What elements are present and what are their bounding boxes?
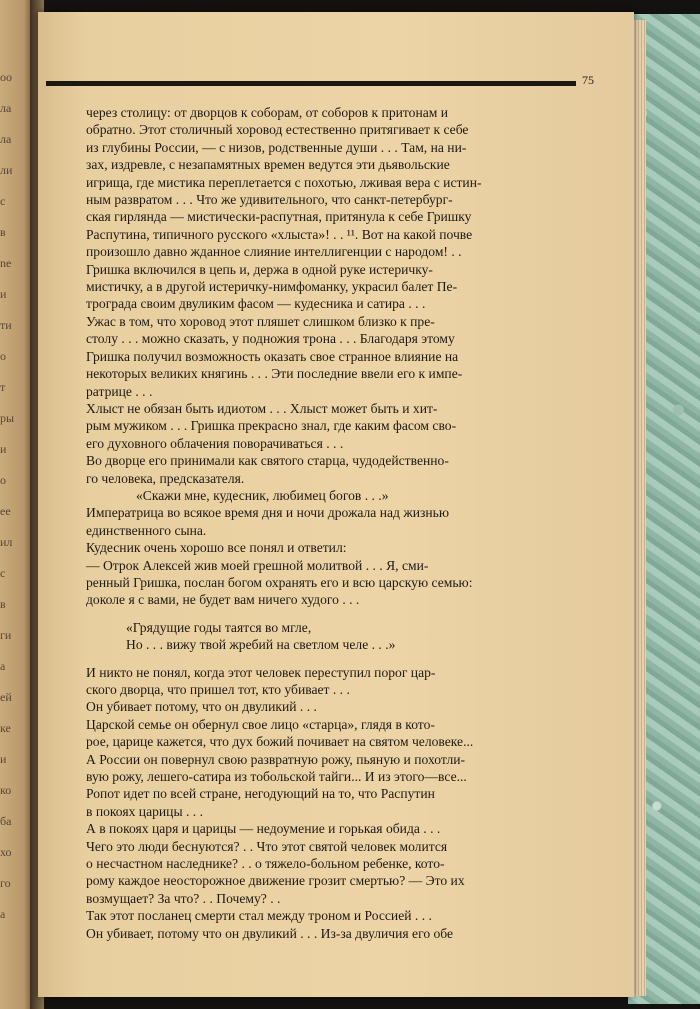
- text-line: ского дворца, что пришел тот, кто убивает . . .: [86, 682, 350, 697]
- text-line: Гришка включился в цепь и, держа в одной руке истеричку-: [86, 261, 433, 277]
- left-page-text-fragment: ла: [0, 101, 12, 115]
- left-page-text-fragment: ры: [0, 411, 15, 425]
- left-page-text-fragment: ла: [0, 132, 12, 146]
- book-page: [38, 12, 634, 997]
- text-line: в покоях царицы . . .: [86, 803, 203, 819]
- text-line: рым мужиком . . . Гришка прекрасно знал, где каким фасом сво-: [86, 418, 457, 434]
- text-line: обратно. Этот столичный хоровод естественно притягивает к себе: [86, 122, 469, 138]
- text-line: го человека, предсказателя.: [86, 470, 245, 486]
- text-line: Кудесник очень хорошо все понял и ответил:: [86, 540, 347, 556]
- text-line: его духовного облачения поворачиваться . . .: [86, 435, 344, 451]
- text-line: из глубины России, — с низов, родственные души . . . Там, на ни-: [86, 139, 467, 155]
- text-line: единственного сына.: [86, 522, 207, 538]
- left-page-text-fragment: ба: [0, 814, 12, 828]
- left-page-text-fragment: ne: [0, 256, 12, 270]
- text-line: Так этот посланец смерти стал между троном и Россией . . .: [86, 908, 432, 924]
- text-line: возмущает? За что? . . Почему? . .: [86, 890, 281, 906]
- left-page-text-fragment: в: [0, 597, 6, 611]
- text-line: Он убивает, потому что он двуликий . . . Из-за двуличия его обе: [86, 925, 454, 941]
- text-line: игрища, где мистика переплетается с похотью, лживая вера с истин-: [86, 174, 482, 190]
- left-page-text-fragment: о: [0, 349, 6, 363]
- left-page-text-fragment: т: [0, 380, 6, 394]
- text-line: Ужас в том, что хоровод этот пляшет слишком близко к пре-: [86, 313, 435, 329]
- left-page-text-fragment: и: [0, 287, 7, 301]
- text-line: через столицу: от дворцов к соборам, от соборов к притонам и: [86, 105, 449, 120]
- left-page-text-fragment: а: [0, 659, 6, 673]
- paragraph: [50, 400, 598, 452]
- paragraph-gap: [50, 609, 598, 619]
- text-line: ным развратом . . . Что же удивительного, что санкт-петербург-: [86, 192, 453, 208]
- left-page-text-fragment: и: [0, 442, 7, 456]
- left-page-text-fragment: и: [0, 752, 7, 766]
- text-line: Во дворце его принимали как святого старца, чудодейственно-: [86, 453, 449, 469]
- text-line: Распутина, типичного русского «хлыста»! . . ¹¹. Вот на какой почве: [86, 226, 473, 242]
- left-page-text-fragment: ги: [0, 628, 12, 642]
- text-line: произошло давно жданное слияние интеллигенции с народом! . .: [86, 244, 462, 260]
- paragraph: [50, 664, 598, 699]
- verse-quote: [50, 487, 598, 504]
- paragraph: [50, 907, 598, 942]
- left-page-text-fragment: хо: [0, 845, 12, 859]
- left-page-text-fragment: ил: [0, 535, 13, 549]
- text-line: Но . . . вижу твой жребий на светлом челе . . .»: [126, 637, 396, 653]
- paragraph: [50, 313, 598, 400]
- left-page-text-fragment: о: [0, 473, 6, 487]
- left-page-text-fragment: ли: [0, 163, 13, 177]
- text-line: Царской семье он обернул свое лицо «старца», глядя в кото-: [86, 716, 435, 732]
- left-page-text-fragment: с: [0, 194, 6, 208]
- text-line: мистичку, а в другой истеричку-нимфоманку, украсил балет Пе-: [86, 279, 458, 295]
- text-line: ская гирлянда — мистически-распутная, притянула к себе Гришку: [86, 209, 472, 225]
- paragraph: [50, 504, 598, 539]
- text-line: — Отрок Алексей жив моей грешной молитвой . . . Я, сми-: [86, 557, 429, 573]
- text-line: А России он повернул свою развратную рожу, пьяную и похотли-: [86, 751, 466, 767]
- page-body-text: [50, 104, 598, 942]
- text-line: Императрица во всякое время дня и ночи дрожала над жизнью: [86, 505, 450, 521]
- paragraph-gap: [50, 654, 598, 664]
- header-rule: [46, 81, 576, 86]
- paragraph: [50, 104, 598, 313]
- text-line: Он убивает потому, что он двуликий . . .: [86, 699, 317, 715]
- left-page-text-fragment: с: [0, 566, 6, 580]
- text-line: рое, царице кажется, что дух божий почивает на святом человеке...: [86, 734, 474, 750]
- paragraph: [50, 557, 598, 609]
- left-page-text-fragment: го: [0, 876, 11, 890]
- paragraph: [50, 820, 598, 907]
- text-line: некоторых великих княгинь . . . Эти последние ввели его к импе-: [86, 366, 463, 382]
- text-line: трограда своим двуликим фасом — кудесника и сатира . . .: [86, 296, 426, 312]
- text-line: зах, издревле, с незапамятных времен ведутся эти дьявольские: [86, 157, 450, 173]
- paragraph: [50, 452, 598, 487]
- left-page-text-fragment: ко: [0, 783, 12, 797]
- text-line: И никто не понял, когда этот человек переступил порог цар-: [86, 664, 436, 680]
- text-line: Гришка получил возможность оказать свое странное влияние на: [86, 348, 459, 364]
- left-page-text-fragment: ти: [0, 318, 12, 332]
- verse-quote: [50, 619, 598, 654]
- left-page-text-fragment: в: [0, 225, 6, 239]
- paragraph: [50, 716, 598, 786]
- text-line: Чего это люди беснуются? . . Что этот святой человек молится: [86, 838, 448, 854]
- text-line: ренный Гришка, послан богом охранять его и всю царскую семью:: [86, 574, 473, 590]
- text-line: о несчастном наследнике? . . о тяжело-больном ребенке, кото-: [86, 856, 445, 872]
- text-line: столу . . . можно сказать, у подножия трона . . . Благодаря этому: [86, 331, 455, 347]
- paragraph: [50, 785, 598, 820]
- left-page-text-fragment: ей: [0, 690, 12, 704]
- left-page-text-fragment: ке: [0, 721, 11, 735]
- paragraph: [50, 698, 598, 715]
- text-line: «Скажи мне, кудесник, любимец богов . . .»: [136, 487, 389, 503]
- text-line: рому каждое неосторожное движение грозит смертью? — Это их: [86, 873, 465, 889]
- text-line: ратрице . . .: [86, 383, 153, 399]
- page-number: 75: [582, 73, 594, 87]
- text-line: доколе я с вами, не будет вам ничего худого . . .: [86, 592, 360, 608]
- left-page-fragment: [0, 0, 34, 1009]
- left-page-text-fragment: ее: [0, 504, 11, 518]
- text-line: Ропот идет по всей стране, негодующий на то, что Распутин: [86, 786, 435, 802]
- paragraph: [50, 539, 598, 556]
- text-line: А в покоях царя и царицы — недоумение и горькая обида . . .: [86, 821, 441, 837]
- text-line: Хлыст не обязан быть идиотом . . . Хлыст может быть и хит-: [86, 400, 438, 416]
- text-line: «Грядущие годы таятся во мгле,: [126, 619, 312, 635]
- left-page-text-fragment: oo: [0, 70, 12, 84]
- left-page-text-fragment: а: [0, 907, 6, 921]
- text-line: вую рожу, лешего-сатира из тобольской тайги... И из этого—все...: [86, 769, 467, 785]
